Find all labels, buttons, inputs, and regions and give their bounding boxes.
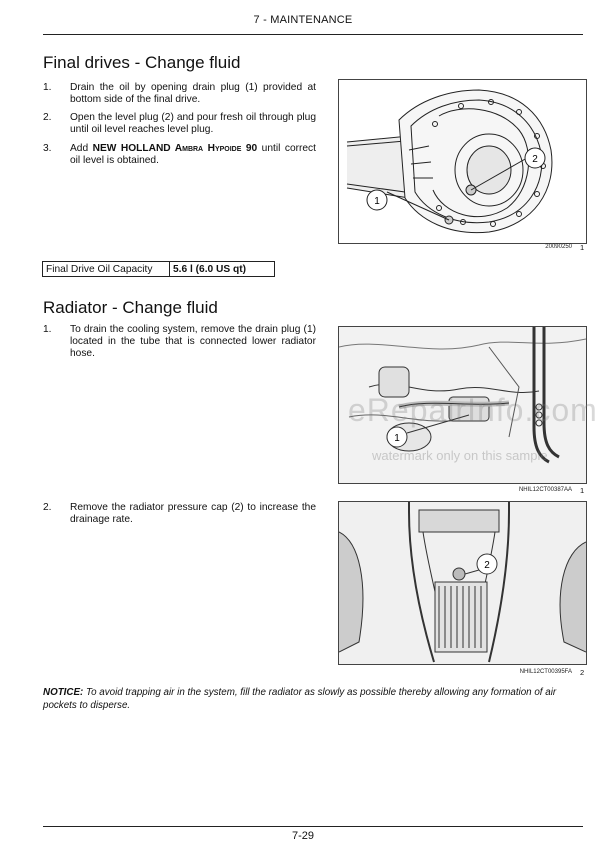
step-number: 1.: [43, 324, 52, 335]
step-number: 3.: [43, 143, 52, 154]
step-text: Open the level plug (2) and pour fresh oil through plug until oil level reaches level plug.: [70, 112, 316, 135]
figure-code: 20090250: [545, 244, 572, 250]
figure-number: 1: [580, 243, 585, 252]
notice: [43, 686, 583, 712]
watermark: eRepairInfo.com: [348, 392, 598, 428]
section-heading-final-drives: Final drives - Change fluid: [43, 53, 241, 72]
page-header: 7 - MAINTENANCE: [253, 14, 353, 26]
step-2: [43, 502, 316, 528]
capacity-table: [42, 261, 275, 277]
step-number: 2.: [43, 502, 52, 513]
callout-2: 2: [484, 560, 490, 571]
step-text: Remove the radiator pressure cap (2) to increase the drainage rate.: [70, 502, 316, 525]
step-1: [43, 324, 316, 362]
callout-1: 1: [374, 196, 380, 207]
radiator-cap-illustration: [339, 502, 586, 664]
step-3: [43, 143, 316, 169]
capacity-value: 5.6 l (6.0 US qt): [170, 262, 275, 277]
header-rule: [43, 34, 583, 35]
step-2: [43, 112, 316, 138]
radiator-cap-figure: [338, 501, 587, 665]
notice-text: To avoid trapping air in the system, fill the radiator as slowly as possible thereby allowing any formation of air pockets to disperse.: [43, 687, 557, 711]
step-1: [43, 82, 316, 108]
callout-1: 1: [394, 433, 400, 444]
callout-2: 2: [532, 154, 538, 165]
figure-number: 1: [580, 486, 585, 495]
final-drive-figure: [338, 79, 587, 244]
section-heading-radiator: Radiator - Change fluid: [43, 298, 218, 317]
figure-number: 2: [580, 668, 585, 677]
watermark-subtext: watermark only on this sample: [372, 448, 548, 463]
footer-rule: [43, 826, 583, 827]
notice-label: NOTICE:: [43, 687, 84, 698]
capacity-label: Final Drive Oil Capacity: [43, 262, 170, 277]
step-text: Add NEW HOLLAND Ambra Hypoide 90 until correct oil level is obtained.: [70, 143, 316, 166]
page-number: 7-29: [291, 830, 315, 842]
step-text: To drain the cooling system, remove the drain plug (1) located in the tube that is connected lower radiator hose.: [70, 324, 316, 359]
figure-code: NHIL12CT00387AA: [518, 487, 572, 493]
product-name: NEW HOLLAND Ambra Hypoide 90: [92, 143, 258, 154]
figure-code: NHIL12CT00395FA: [519, 669, 572, 675]
step-number: 2.: [43, 112, 52, 123]
final-drive-illustration: [339, 80, 586, 243]
step-text: Drain the oil by opening drain plug (1) provided at bottom side of the final drive.: [70, 82, 316, 105]
step-number: 1.: [43, 82, 52, 93]
